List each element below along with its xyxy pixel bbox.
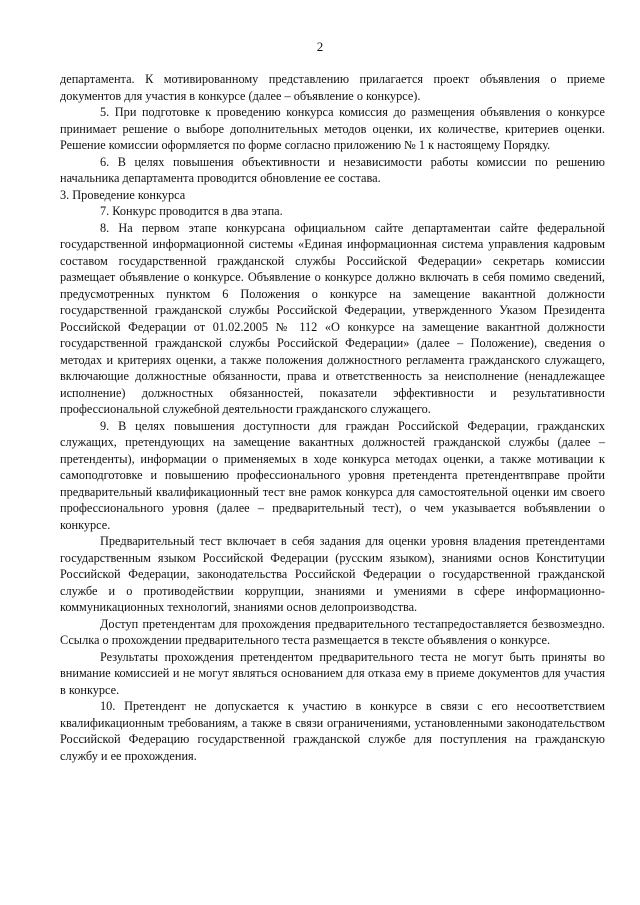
section-title: 3. Проведение конкурса	[60, 187, 186, 202]
paragraph-9-results: Результаты прохождения претендентом предварительного теста не могут быть приняты во внимание комиссией и не могут являться основанием для отказа ему в приеме документов для участия в конкурсе.	[60, 649, 605, 697]
paragraph-9-preliminary-test: Предварительный тест включает в себя задания для оценки уровня владения претендентами государственным языком Российской Федерации (русским языком), знаниями основ Конституции Российской Федерации, законодательства Российской Федерации о государственной гражданской службе и о противодействии коррупции, знаниями и умениями в сфере информационно-коммуникационных технологий, знаниями основ делопроизводства.	[60, 534, 605, 614]
paragraph-7: 7. Конкурс проводится в два этапа.	[100, 204, 283, 218]
paragraph-5: 5. При подготовке к проведению конкурса комиссия до размещения объявления о конкурсе принимает решение о выборе дополнительных методов оценки, их количестве, критериев оценки. Решение комиссии оформляется по форме согласно приложению № 1 к настоящему Порядку.	[60, 105, 605, 152]
paragraph-8: 8. На первом этапе конкурсана официальном сайте департаментаи сайте федеральной государственной информационной системы «Единая информационная система управления кадровым составом государственной гражданской службы Российской Федерации» секретарь комиссии размещает объявление о конкурсе. Объявление о конкурсе должно включать в себя помимо сведений, предусмотренных пунктом 6 Положения о конкурсе на замещение вакантной должности государственной гражданской службы Российской Федерации, утвержденного Указом Президента Российской Федерации от 01.02.2005 № 112 «О конкурсе на замещение вакантной должности государственной гражданской службы Российской Федерации» (далее – Положение), сведения о методах и критериях оценки, а также положения должностного регламента гражданского служащего, включающие должностные обязанности, права и ответственность за неисполнение (ненадлежащее исполнение) должностных обязанностей, показатели эффективности и результативности профессиональной служебной деятельности гражданского служащего.	[60, 220, 605, 416]
paragraph-9-access: Доступ претендентам для прохождения предварительного тестапредоставляется безвозмездно. Ссылка о прохождении предварительного теста размещается в тексте объявления о конкурсе.	[60, 616, 605, 647]
page-number: 2	[316, 39, 324, 54]
paragraph-6: 6. В целях повышения объективности и независимости работы комиссии по решению начальника департамента проводится обновление ее состава.	[60, 154, 605, 185]
paragraph-9: 9. В целях повышения доступности для граждан Российской Федерации, гражданских служащих, претендующих на замещение вакантных должностей гражданской службы (далее – претенденты), информации о применяемых в ходе конкурса методах оценки, а также мотивации к самоподготовке и повышению профессионального уровня претендента претендентвправе пройти предварительный квалификационный тест вне рамок конкурса для самостоятельной оценки им своего профессионального уровня (далее – предварительный тест), о чем указывается вобъявлении о конкурсе.	[60, 418, 605, 532]
paragraph-continuation: департамента. К мотивированному представлению прилагается проект объявления о приеме документов для участия в конкурсе (далее – объявление о конкурсе).	[60, 72, 605, 103]
document-body	[60, 71, 605, 764]
paragraph-10: 10. Претендент не допускается к участию в конкурсе в связи с его несоответствием квалификационным требованиям, а также в связи ограничениями, установленными законодательством Российской Федерацию государственной гражданской службе для поступления на гражданскую службу и ее прохождения.	[60, 699, 605, 763]
